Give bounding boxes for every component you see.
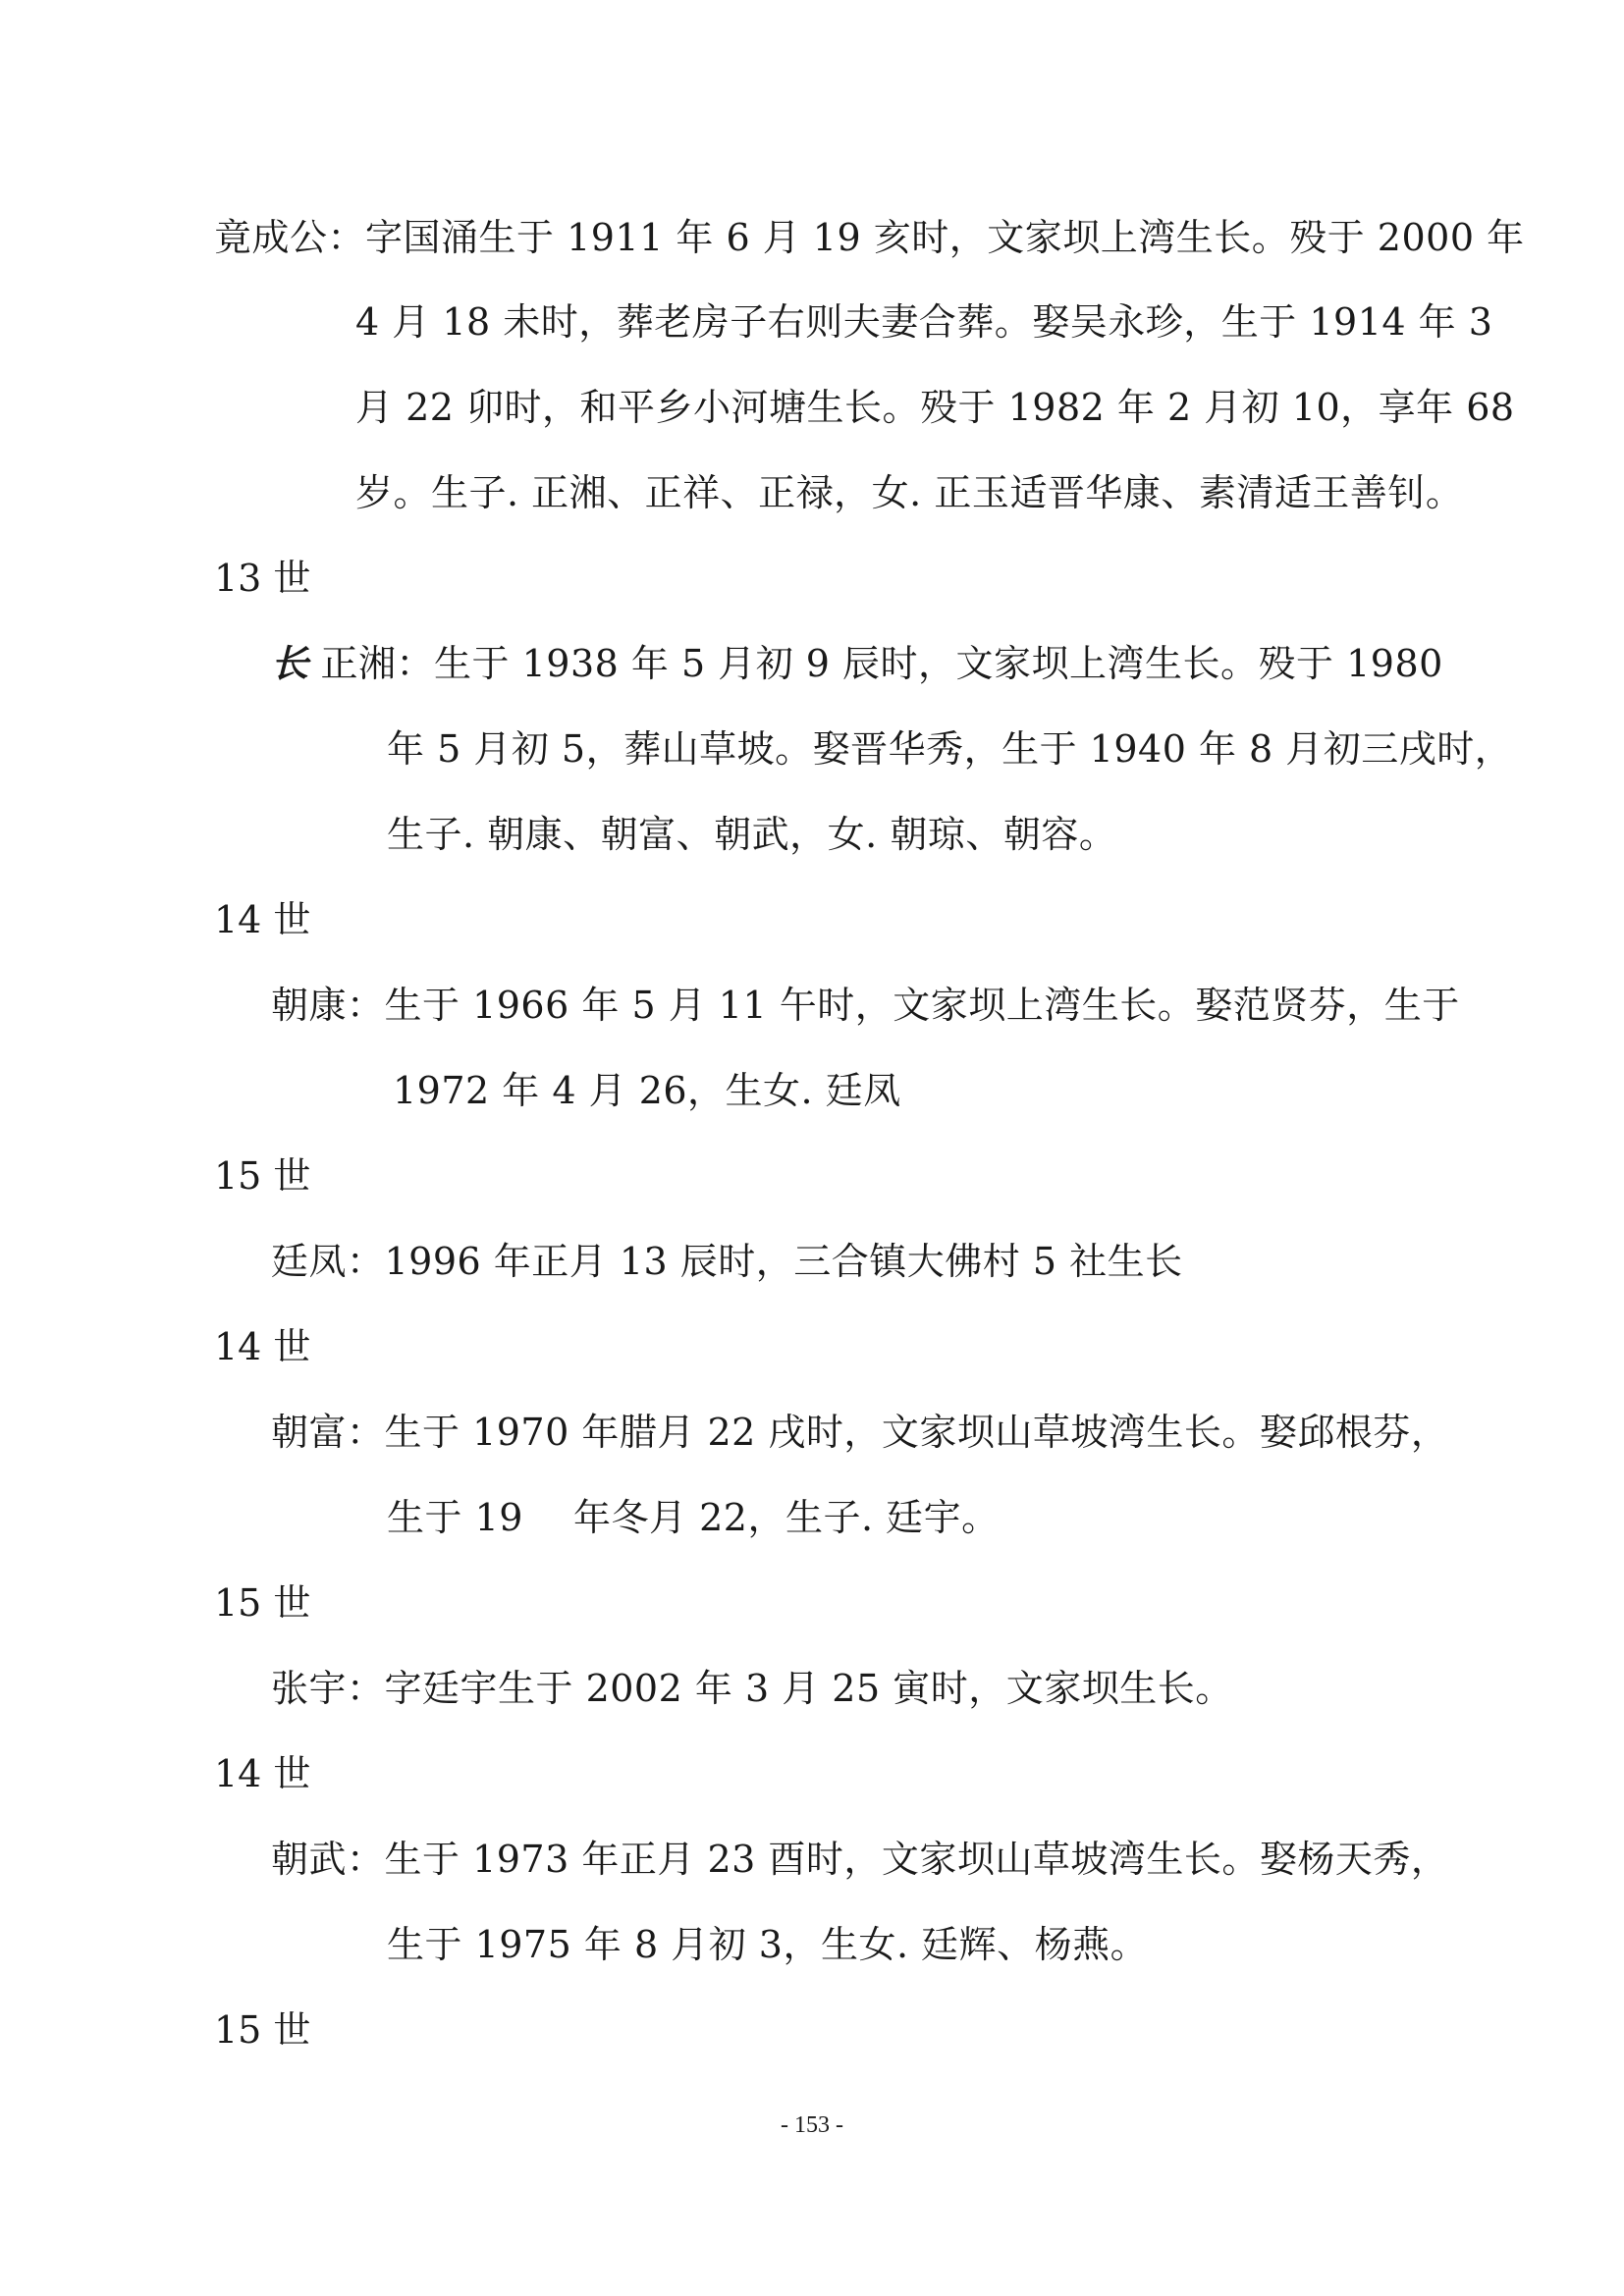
entry-jingcheng-line-4: 岁。生子. 正湘、正祥、正禄，女. 正玉适晋华康、素清适王善钊。 (355, 471, 1464, 514)
entry-zhengxiang-line-3: 生子. 朝康、朝富、朝武，女. 朝琼、朝容。 (387, 813, 1117, 856)
generation-heading-14: 14 世 (214, 1752, 311, 1795)
entry-chaokang-line-2: 1972 年 4 月 26，生女. 廷凤 (393, 1069, 901, 1112)
entry-chaowu-line-1: 朝武：生于 1973 年正月 23 酉时，文家坝山草坡湾生长。娶杨天秀， (271, 1838, 1449, 1881)
generation-heading-14: 14 世 (214, 898, 311, 941)
generation-heading-14: 14 世 (214, 1325, 311, 1368)
entry-zhangyu-line-1: 张宇：字廷宇生于 2002 年 3 月 25 寅时，文家坝生长。 (271, 1667, 1233, 1710)
entry-jingcheng-line-1: 竟成公：字国涌生于 1911 年 6 月 19 亥时，文家坝上湾生长。殁于 2000 年 (214, 216, 1525, 259)
entry-jingcheng-line-3: 月 22 卯时，和平乡小河塘生长。殁于 1982 年 2 月初 10，享年 68 (355, 386, 1515, 429)
generation-heading-13: 13 世 (214, 557, 311, 600)
generation-heading-15: 15 世 (214, 2008, 311, 2052)
entry-zhengxiang-line-1 (271, 640, 1443, 687)
entry-chaofu-line-1: 朝富：生于 1970 年腊月 22 戌时，文家坝山草坡湾生长。娶邱根芬， (271, 1411, 1449, 1454)
page-number: - 153 - (781, 2112, 843, 2138)
entry-zhengxiang-text-1: 正湘：生于 1938 年 5 月初 9 辰时，文家坝上湾生长。殁于 1980 (320, 642, 1443, 685)
entry-zhengxiang-line-2: 年 5 月初 5，葬山草坡。娶晋华秀，生于 1940 年 8 月初三戌时， (387, 727, 1513, 771)
entry-chaokang-line-1: 朝康：生于 1966 年 5 月 11 午时，文家坝上湾生长。娶范贤芬，生于 (271, 984, 1460, 1027)
generation-heading-15: 15 世 (214, 1581, 311, 1625)
entry-tingfeng-line-1: 廷凤：1996 年正月 13 辰时，三合镇大佛村 5 社生长 (271, 1240, 1183, 1283)
entry-chaowu-line-2: 生于 1975 年 8 月初 3，生女. 廷辉、杨燕。 (387, 1923, 1149, 1966)
entry-jingcheng-line-2: 4 月 18 未时，葬老房子右则夫妻合葬。娶吴永珍，生于 1914 年 3 (355, 300, 1493, 344)
entry-chaofu-line-2: 生于 19 年冬月 22，生子. 廷宇。 (387, 1496, 1000, 1539)
eldest-son-mark: 长 (271, 641, 309, 685)
generation-heading-15: 15 世 (214, 1154, 311, 1198)
